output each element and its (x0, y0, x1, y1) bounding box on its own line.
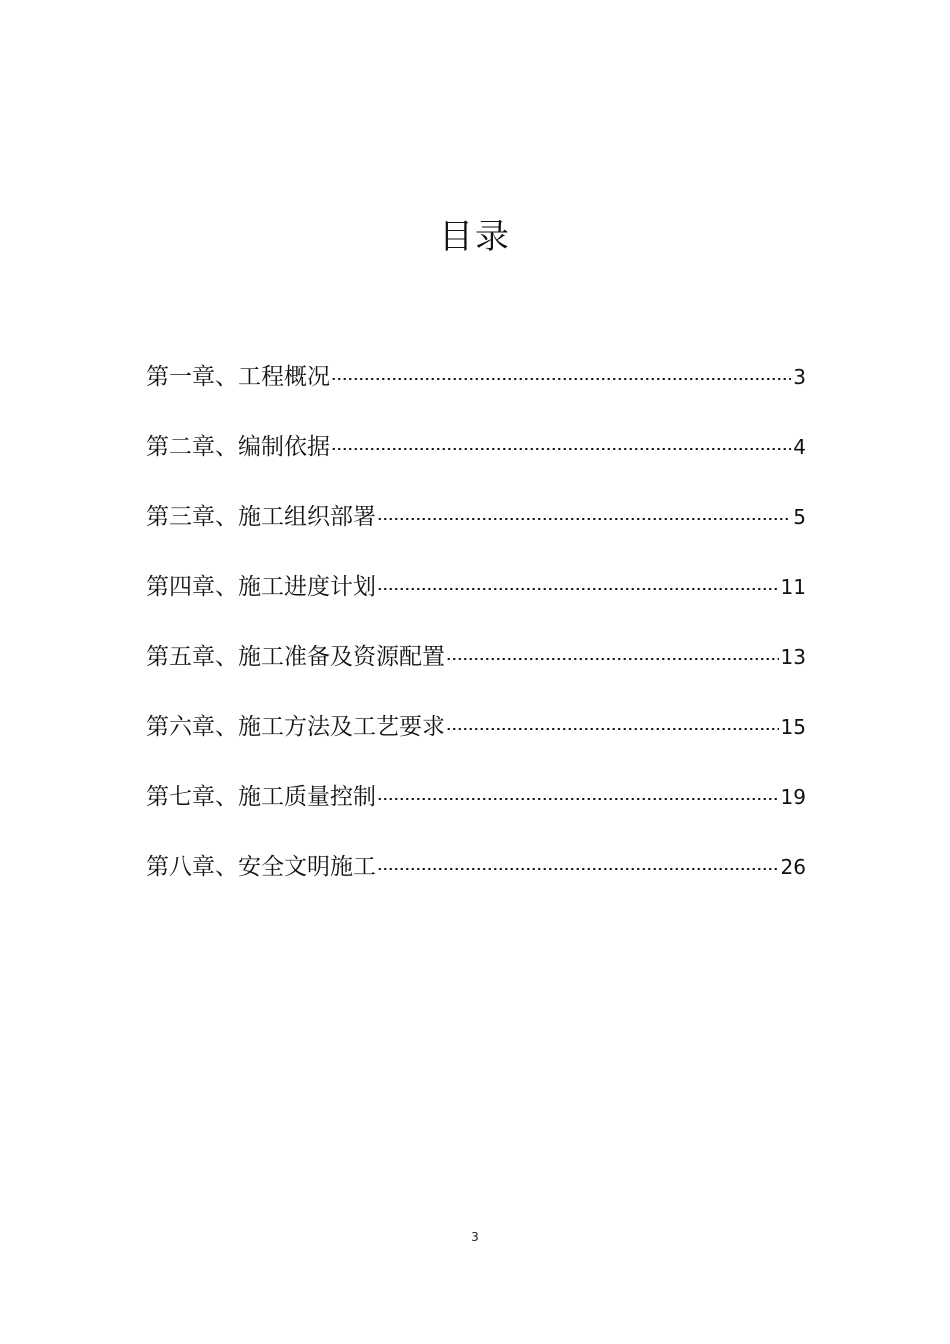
toc-entry-chapter-4[interactable] (146, 567, 806, 637)
dot-leader (446, 728, 779, 730)
toc-entry-chapter-7[interactable] (146, 777, 806, 847)
toc-entry-page: 4 (793, 435, 806, 459)
toc-entry-page: 26 (780, 855, 806, 879)
toc-entry-chapter-3[interactable] (146, 497, 806, 567)
dot-leader (331, 448, 791, 450)
toc-entry-page: 11 (780, 575, 806, 599)
toc-entry-page: 15 (780, 715, 806, 739)
toc-entry-page: 13 (780, 645, 806, 669)
toc-entry-chapter-6[interactable] (146, 707, 806, 777)
toc-entry-chapter-1[interactable] (146, 357, 806, 427)
dot-leader (377, 798, 779, 800)
dot-leader (446, 658, 779, 660)
dot-leader (377, 868, 779, 870)
toc-entry-label: 第一章、工程概况 (146, 364, 330, 390)
toc-entry-page: 3 (793, 365, 806, 389)
toc-entry-label: 第三章、施工组织部署 (146, 504, 376, 530)
toc-entry-chapter-8[interactable] (146, 847, 806, 917)
toc-entry-label: 第七章、施工质量控制 (146, 784, 376, 810)
toc-entry-chapter-2[interactable] (146, 427, 806, 497)
dot-leader (377, 588, 779, 590)
toc-entry-label: 第二章、编制依据 (146, 434, 330, 460)
page-title: 目录 (439, 217, 511, 257)
toc-entry-label: 第六章、施工方法及工艺要求 (146, 714, 445, 740)
toc-entry-page: 5 (793, 505, 806, 529)
dot-leader (331, 378, 791, 380)
table-of-contents (146, 357, 806, 917)
toc-entry-label: 第五章、施工准备及资源配置 (146, 644, 445, 670)
toc-entry-label: 第四章、施工进度计划 (146, 574, 376, 600)
dot-leader (377, 518, 791, 520)
page-number: 3 (471, 1230, 479, 1244)
toc-entry-chapter-5[interactable] (146, 637, 806, 707)
toc-entry-label: 第八章、安全文明施工 (146, 854, 376, 880)
toc-entry-page: 19 (780, 785, 806, 809)
